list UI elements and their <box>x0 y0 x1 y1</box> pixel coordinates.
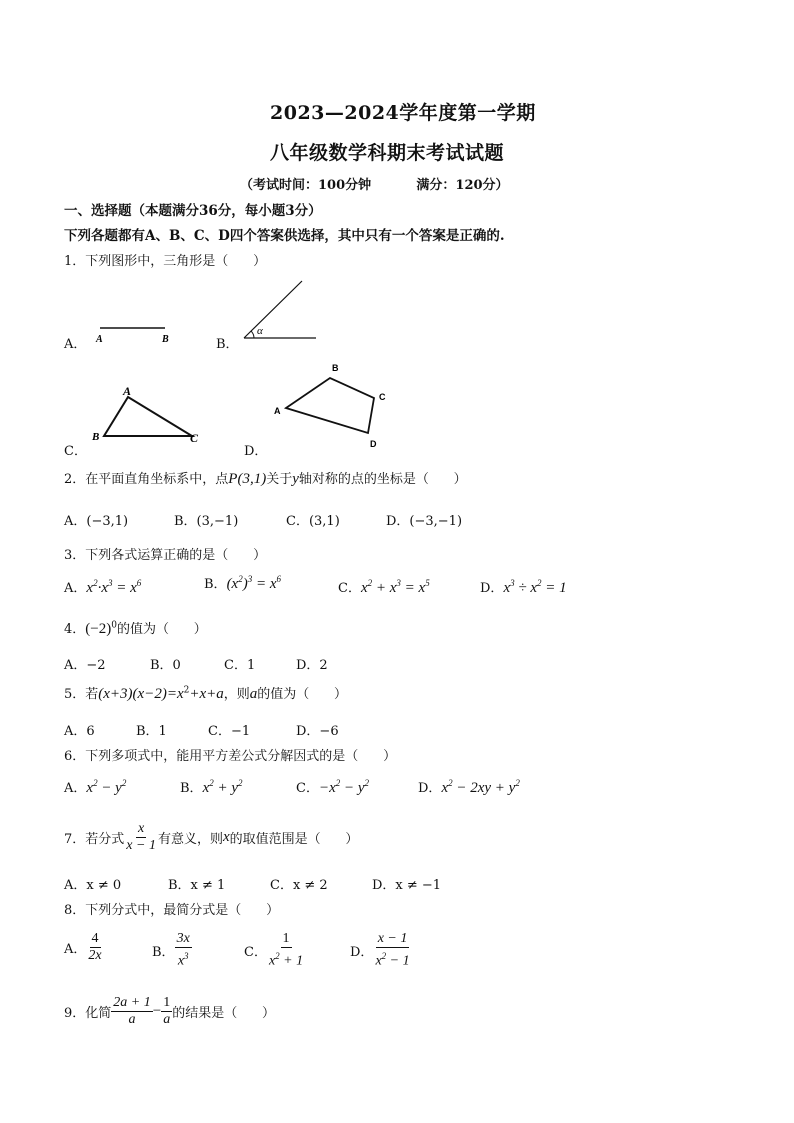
q8-option-b <box>152 931 192 970</box>
q3-option-b-expr: $(x^2)^3 = x^6$ <box>226 574 281 592</box>
question-9-stem <box>64 995 275 1028</box>
q2-point: P(3,1) <box>228 471 267 487</box>
q1-option-d: D． <box>244 444 268 459</box>
q1-fig-a-label-a: A <box>96 334 103 345</box>
q1-fig-d-label-d: D <box>370 439 377 449</box>
q9-fraction-1 <box>111 995 152 1028</box>
q6-option-a-letter: A． <box>64 781 87 796</box>
q3-option-a <box>64 577 141 597</box>
q5-option-c: C．−1 <box>208 724 251 739</box>
q4-option-d: D．2 <box>296 658 328 673</box>
q7-stem-pre: 7．若分式 <box>64 832 125 847</box>
q2-stem-post: 轴对称的点的坐标是（ ） <box>298 472 467 487</box>
q3-option-b-letter: B． <box>204 577 227 592</box>
q6-option-d <box>418 777 520 797</box>
q6-option-b-expr: $x^2 + y^2$ <box>202 778 243 796</box>
q7-fraction <box>124 821 158 854</box>
q1-fig-c-label-b: B <box>92 431 100 443</box>
q6-option-b <box>180 777 243 797</box>
q3-option-d-expr: $x^3 \div x^2 = 1$ <box>503 578 567 596</box>
q3-option-a-expr: $x^2\cdot x^3 = x^6$ <box>86 578 142 596</box>
q7-frac-den: x − 1 <box>126 838 156 853</box>
q8-option-b-letter: B． <box>152 944 175 960</box>
q3-option-b <box>204 573 281 593</box>
q7-option-b: B．x ≠ 1 <box>168 878 226 893</box>
q1-fig-c-label-a: A <box>123 385 132 398</box>
q2-option-b: B．(3,−1) <box>174 514 239 529</box>
q1-fig-a-label-b: B <box>162 334 169 345</box>
exam-title-subject: 八年级数学科期末考试试题 <box>270 142 505 164</box>
section-instruction: 下列各题都有A、B、C、D四个答案供选择，其中只有一个答案是正确的. <box>64 228 505 244</box>
q3-option-a-letter: A． <box>64 581 87 596</box>
q8-option-a-frac: $\frac{4}{2x}$ <box>88 931 102 963</box>
q7-stem-post: 的取值范围是（ ） <box>229 832 359 847</box>
q4-option-b: B．0 <box>150 658 181 673</box>
q8-option-c-frac: $\frac{1}{x^2 + 1}$ <box>268 931 304 969</box>
q1-fig-d-label-b: B <box>332 363 339 373</box>
question-7-stem <box>64 821 358 854</box>
q1-figure-b-angle <box>238 278 328 348</box>
q2-option-c: C．(3,1) <box>286 514 340 529</box>
q3-option-c-expr: $x^2 + x^3 = x^5$ <box>360 578 430 596</box>
question-1-stem: 1．下列图形中，三角形是（ ） <box>64 254 267 269</box>
q9-frac2-den: a <box>163 1012 171 1027</box>
q4-option-a: A．−2 <box>64 658 106 673</box>
q9-fraction-2 <box>161 995 172 1028</box>
q6-option-d-letter: D． <box>418 781 442 796</box>
q6-option-a-expr: $x^2 - y^2$ <box>86 778 127 796</box>
question-5-stem <box>64 683 347 703</box>
q5-var: a <box>249 686 258 702</box>
q7-option-c: C．x ≠ 2 <box>270 878 328 893</box>
q6-option-d-expr: $x^2 - 2xy + y^2$ <box>441 778 520 796</box>
q5-expr2: +x+a <box>189 686 224 702</box>
q5-option-a: A．6 <box>64 724 95 739</box>
q5-exp: 2 <box>183 685 190 696</box>
q9-frac2-num: 1 <box>163 995 171 1010</box>
q8-option-a-letter: A． <box>64 942 87 957</box>
q7-frac-num: x <box>138 821 145 836</box>
exam-info: （考试时间：100分钟 满分：120分） <box>240 178 509 193</box>
q3-option-c-letter: C． <box>338 581 361 596</box>
q1-option-a: A． <box>64 337 87 352</box>
q8-option-c <box>244 931 305 970</box>
q4-stem-post: 的值为（ ） <box>116 622 207 637</box>
question-2-stem <box>64 468 467 488</box>
q7-stem-mid: 有意义，则 <box>157 832 223 847</box>
q5-expr: (x+3)(x−2)=x <box>98 686 184 702</box>
q3-option-d-letter: D． <box>480 581 504 596</box>
q5-stem-mid: ，则 <box>223 687 250 702</box>
question-3-stem: 3．下列各式运算正确的是（ ） <box>64 548 267 563</box>
question-8-stem: 8．下列分式中，最简分式是（ ） <box>64 903 280 918</box>
q8-option-d-letter: D． <box>350 944 374 960</box>
q6-option-c <box>296 777 369 797</box>
q5-option-b: B．1 <box>136 724 167 739</box>
q1-figure-c-triangle <box>88 385 208 445</box>
q9-frac1-den: a <box>128 1012 136 1027</box>
question-4-stem <box>64 618 207 638</box>
q1-figure-d-quadrilateral <box>270 360 390 452</box>
q7-option-d: D．x ≠ −1 <box>372 878 442 893</box>
q9-minus: − <box>152 1003 162 1019</box>
q1-option-c: C． <box>64 444 87 459</box>
q3-option-d <box>480 577 567 597</box>
q5-stem-post: 的值为（ ） <box>257 687 348 702</box>
q2-stem-pre: 2．在平面直角坐标系中，点 <box>64 472 229 487</box>
q7-option-a: A．x ≠ 0 <box>64 878 122 893</box>
q2-axis: y <box>292 471 299 487</box>
q6-option-b-letter: B． <box>180 781 203 796</box>
q1-fig-d-label-a: A <box>274 406 281 416</box>
q8-option-d <box>350 931 412 970</box>
q2-option-d: D．(−3,−1) <box>386 514 463 529</box>
q4-option-c: C．1 <box>224 658 256 673</box>
q7-var: x <box>222 829 230 845</box>
q4-expr: (−2) <box>85 621 112 637</box>
question-6-stem: 6．下列多项式中，能用平方差公式分解因式的是（ ） <box>64 749 397 764</box>
q8-option-b-frac: $\frac{3x}{x^3}$ <box>176 931 190 969</box>
q9-stem-post: 的结果是（ ） <box>172 1006 275 1021</box>
q1-fig-b-alpha: α <box>257 325 263 337</box>
exam-title-year: 2023—2024学年度第一学期 <box>270 102 536 124</box>
section-heading: 一、选择题（本题满分36分，每小题3分） <box>64 203 322 219</box>
q6-option-a <box>64 777 126 797</box>
q2-stem-mid: 关于 <box>266 472 293 487</box>
q9-frac1-num: 2a + 1 <box>113 995 151 1010</box>
q4-stem-pre: 4． <box>64 622 86 637</box>
q4-exp: 0 <box>111 620 117 631</box>
q8-option-a <box>64 931 104 964</box>
q1-option-b: B． <box>216 337 239 352</box>
q5-stem-pre: 5．若 <box>64 687 99 702</box>
q8-option-c-letter: C． <box>244 944 267 960</box>
q6-option-c-expr: $-x^2 - y^2$ <box>318 778 370 796</box>
q9-stem-pre: 9．化简 <box>64 1006 112 1021</box>
q6-option-c-letter: C． <box>296 781 319 796</box>
q3-option-c <box>338 577 430 597</box>
q5-option-d: D．−6 <box>296 724 339 739</box>
q1-fig-c-label-c: C <box>190 431 199 445</box>
q1-fig-d-label-c: C <box>379 392 386 402</box>
q8-option-d-frac: $\frac{x - 1}{x^2 - 1}$ <box>375 931 410 969</box>
q1-figure-a-segment <box>90 318 180 348</box>
q2-option-a: A．(−3,1) <box>64 514 129 529</box>
